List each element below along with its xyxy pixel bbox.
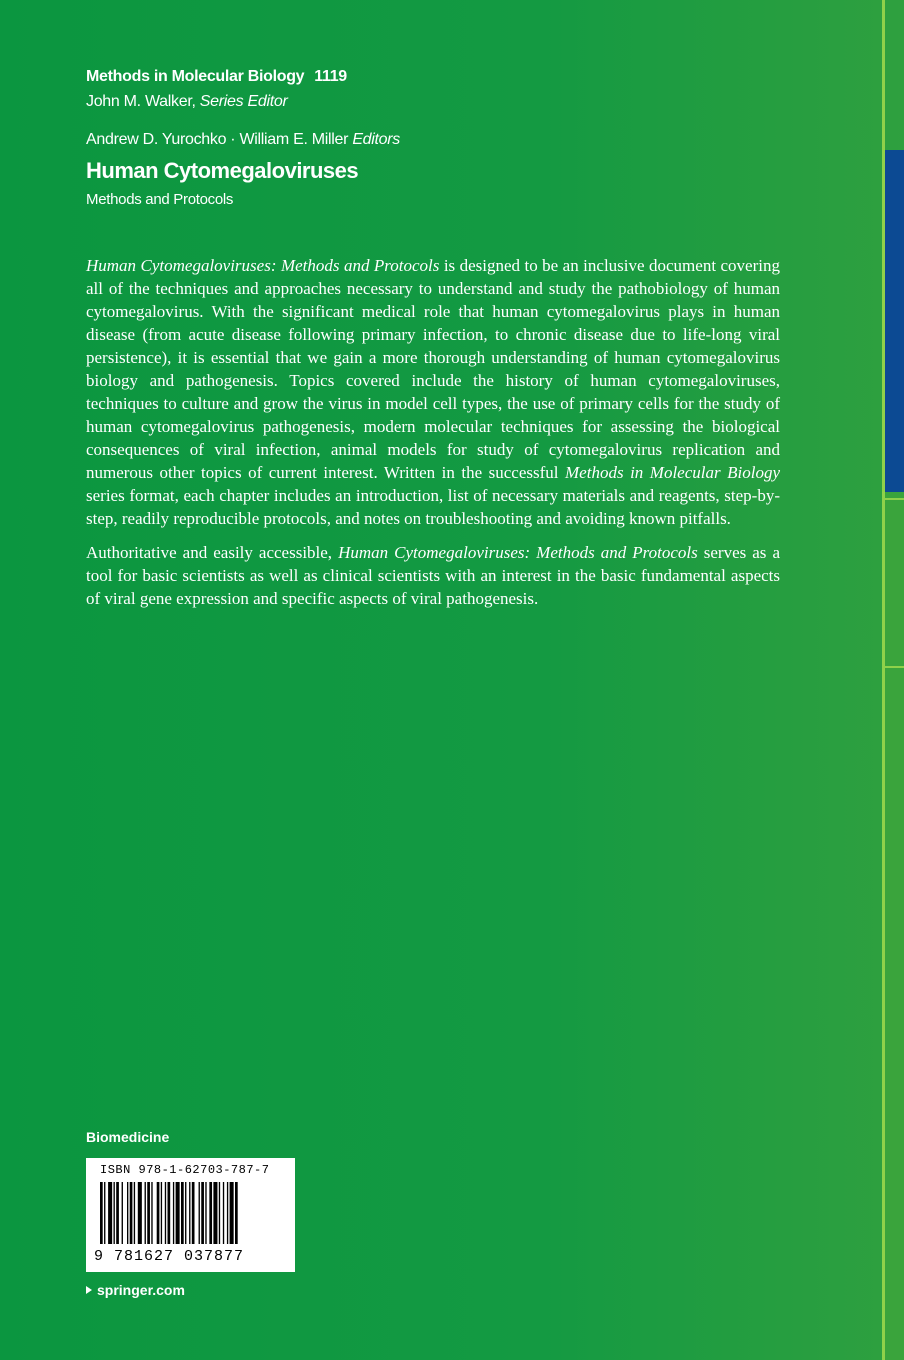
series-editor-role: Series Editor (199, 93, 288, 110)
description-paragraph-2 (86, 541, 780, 610)
website-label: springer.com (97, 1282, 185, 1298)
volume-editors (86, 128, 400, 152)
spine-green-band (885, 492, 904, 1360)
description-paragraph-1 (86, 254, 780, 530)
barcode-icon (96, 1182, 286, 1250)
editors-names: Andrew D. Yurochko · William E. Miller (86, 131, 349, 148)
description-text: series format, each chapter includes an introduction, list of necessary materials and reagents, step-by-step, readily reproducible protocols, and notes on troubleshooting and avoiding known pitfalls. (86, 486, 780, 528)
series-name: Methods in Molecular Biology (86, 68, 305, 85)
series-title-italic: Methods in Molecular Biology (565, 463, 780, 482)
book-title-italic: Human Cytomegaloviruses: Methods and Protocols (86, 256, 440, 275)
subject-category: Biomedicine (86, 1129, 170, 1145)
publisher-website[interactable] (86, 1280, 185, 1300)
series-editor (86, 89, 347, 114)
series-number: 1119 (314, 68, 347, 85)
description-text: serves as a tool for basic scientists as well as clinical scientists with an interest in the basic fundamental aspects of viral gene expression and specific aspects of viral pathogenesis. (86, 543, 780, 608)
isbn-label: ISBN 978-1-62703-787-7 (100, 1163, 270, 1177)
book-description (86, 254, 780, 621)
book-title: Human Cytomegaloviruses (86, 158, 359, 183)
series-info (86, 64, 347, 114)
book-subtitle: Methods and Protocols (86, 191, 234, 208)
description-text: Authoritative and easily accessible, (86, 543, 339, 562)
spine-tick (885, 498, 904, 500)
spine-tick (885, 666, 904, 668)
description-text: is designed to be an inclusive document covering all of the techniques and approaches necessary to understand and study the pathobiology of human cytomegalovirus. With the significant medical role that human cytomegalovirus plays in human disease (from acute disease following primary infection, to chronic disease due to life-long viral persistence), it is essential that we gain a more thorough understanding of human cytomegalovirus biology and pathogenesis. Topics covered include the history of human cytomegaloviruses, techniques to culture and grow the virus in model cell types, the use of primary cells for the study of human cytomegalovirus pathogenesis, modern molecular techniques for assessing the biological consequences of viral infection, animal models for study of cytomegalovirus replication and numerous other topics of current interest. Written in the successful (86, 256, 780, 482)
isbn-barcode (86, 1158, 295, 1272)
editors-role: Editors (352, 131, 401, 148)
series-line (86, 64, 347, 89)
spine-blue-band (885, 150, 904, 492)
book-title-italic: Human Cytomegaloviruses: Methods and Protocols (338, 543, 698, 562)
arrow-right-icon (86, 1286, 92, 1294)
series-editor-name: John M. Walker, (86, 93, 196, 110)
barcode-digits: 9 781627 037877 (94, 1248, 245, 1265)
